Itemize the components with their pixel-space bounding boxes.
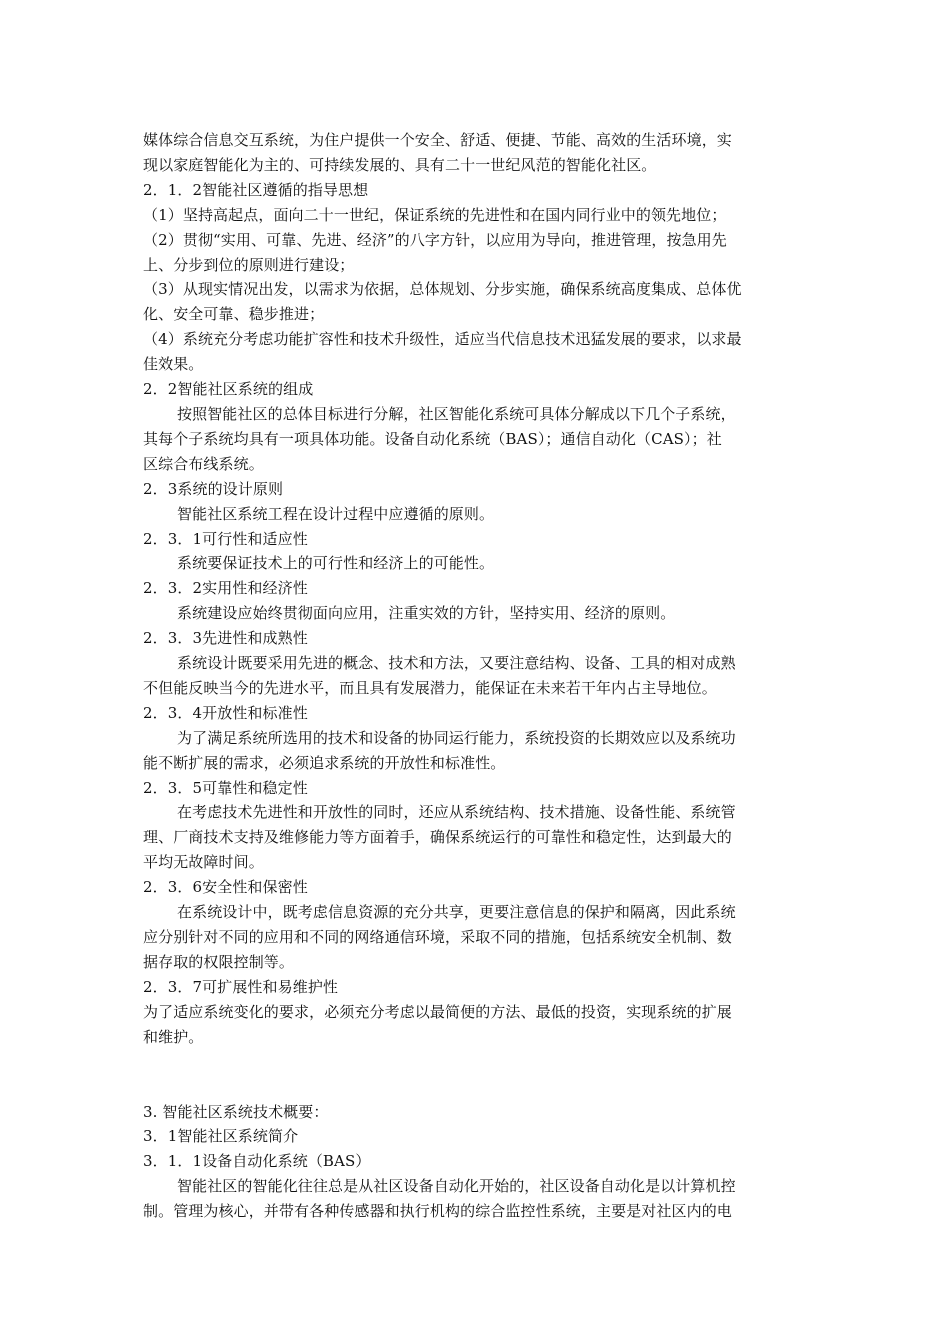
text-line: 3. 智能社区系统技术概要： — [143, 1102, 329, 1121]
text-line: 理、厂商技术支持及维修能力等方面着手，确保系统运行的可靠性和稳定性，达到最大的 — [143, 828, 732, 847]
text-line: 据存取的权限控制等。 — [143, 952, 295, 971]
text-line: 智能社区的智能化往往总是从社区设备自动化开始的，社区设备自动化是以计算机控 — [177, 1177, 736, 1196]
text-line: 佳效果。 — [143, 355, 204, 374]
text-line: 区综合布线系统。 — [143, 454, 264, 473]
text-line: 能不断扩展的需求，必须追求系统的开放性和标准性。 — [143, 753, 506, 772]
text-line: 上、分步到位的原则进行建设； — [143, 255, 355, 274]
text-line: 媒体综合信息交互系统，为住户提供一个安全、舒适、便捷、节能、高效的生活环境，实 — [143, 131, 732, 149]
text-line: 2．1．2智能社区遵循的指导思想 — [143, 180, 369, 199]
text-line: （1）坚持高起点，面向二十一世纪，保证系统的先进性和在国内同行业中的领先地位； — [143, 205, 727, 224]
text-line: 不但能反映当今的先进水平，而且具有发展潜力，能保证在未来若干年内占主导地位。 — [143, 678, 717, 697]
text-line: 其每个子系统均具有一项具体功能。设备自动化系统（BAS）；通信自动化（CAS）；社 — [143, 429, 722, 448]
text-line: 为了适应系统变化的要求，必须充分考虑以最简便的方法、最低的投资，实现系统的扩展 — [143, 1002, 732, 1021]
text-line: 按照智能社区的总体目标进行分解，社区智能化系统可具体分解成以下几个子系统， — [177, 404, 736, 423]
text-line: 应分别针对不同的应用和不同的网络通信环境，采取不同的措施，包括系统安全机制、数 — [143, 928, 732, 946]
text-line: 在考虑技术先进性和开放性的同时，还应从系统结构、技术措施、设备性能、系统管 — [177, 803, 736, 822]
text-line: 2．3．7可扩展性和易维护性 — [143, 977, 339, 996]
text-line: 制。管理为核心，并带有各种传感器和执行机构的综合监控性系统，主要是对社区内的电 — [143, 1202, 732, 1221]
text-line: 和维护。 — [143, 1027, 204, 1046]
text-line: 2．3系统的设计原则 — [143, 479, 284, 498]
text-line: 3．1．1设备自动化系统（BAS） — [143, 1152, 371, 1171]
text-line: 平均无故障时间。 — [143, 853, 264, 872]
text-line: 系统设计既要采用先进的概念、技术和方法，又要注意结构、设备、工具的相对成熟 — [177, 654, 736, 673]
text-line: （3）从现实情况出发，以需求为依据，总体规划、分步实施，确保系统高度集成、总体优 — [143, 280, 742, 299]
text-line: 现以家庭智能化为主的、可持续发展的、具有二十一世纪风范的智能化社区。 — [143, 155, 657, 174]
text-line: （4）系统充分考虑功能扩容性和技术升级性，适应当代信息技术迅猛发展的要求，以求最 — [143, 330, 742, 349]
text-line: 2．3．6安全性和保密性 — [143, 878, 308, 897]
text-line: 智能社区系统工程在设计过程中应遵循的原则。 — [177, 504, 495, 523]
text-line: 2．2智能社区系统的组成 — [143, 380, 314, 399]
text-line: 化、安全可靠、稳步推进； — [143, 305, 325, 324]
text-line: 系统要保证技术上的可行性和经济上的可能性。 — [177, 554, 495, 573]
text-line: 为了满足系统所选用的技术和设备的协同运行能力，系统投资的长期效应以及系统功 — [177, 728, 736, 747]
text-line: 2．3．3先进性和成熟性 — [143, 629, 308, 648]
text-line: 2．3．5可靠性和稳定性 — [143, 778, 308, 797]
text-line: 2．3．4开放性和标准性 — [143, 703, 308, 722]
text-line: 3．1智能社区系统简介 — [143, 1127, 299, 1146]
section-gap — [143, 1050, 811, 1100]
text-line: （2）贯彻“实用、可靠、先进、经济”的八字方针，以应用为导向，推进管理，按急用先 — [143, 230, 727, 249]
text-line: 系统建设应始终贯彻面向应用，注重实效的方针，坚持实用、经济的原则。 — [177, 604, 676, 623]
document-page — [143, 128, 811, 1224]
text-line: 2．3．2实用性和经济性 — [143, 579, 308, 598]
text-line: 2．3．1可行性和适应性 — [143, 529, 308, 548]
text-line: 在系统设计中，既考虑信息资源的充分共享，更要注意信息的保护和隔离，因此系统 — [177, 903, 736, 922]
